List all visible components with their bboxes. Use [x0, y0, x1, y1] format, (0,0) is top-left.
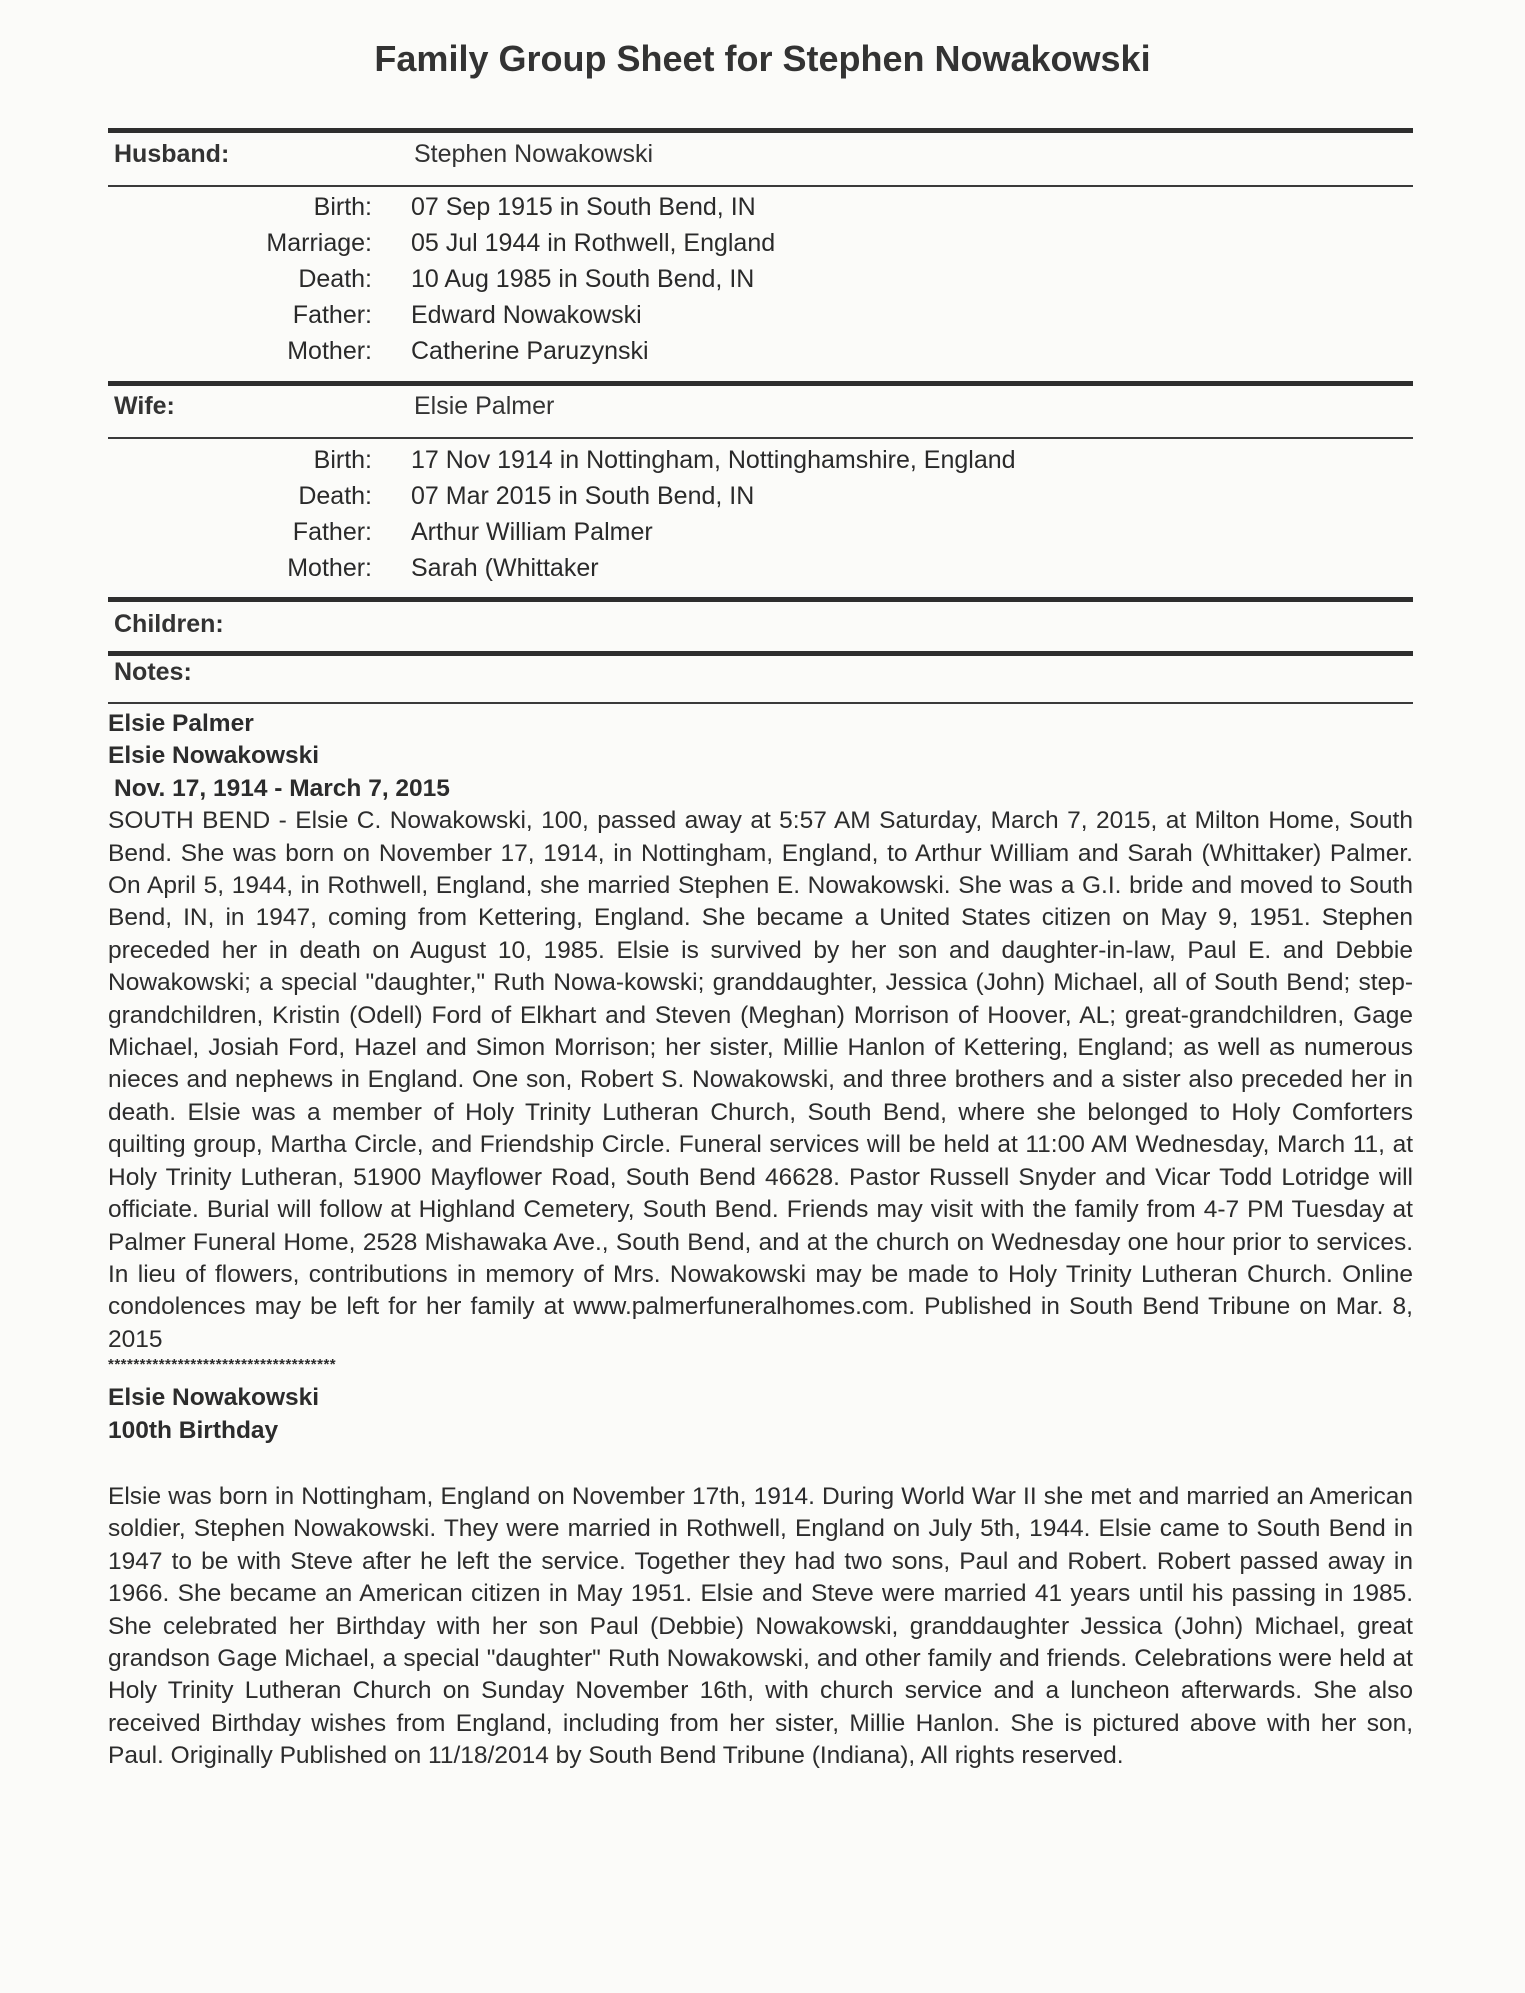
wife-name: Elsie Palmer [414, 392, 555, 420]
fact-value: Catherine Paruzynski [411, 337, 649, 365]
husband-fact-row [0, 265, 1525, 299]
fact-label: Birth: [313, 193, 372, 221]
notes-heading: Elsie Nowakowski [108, 742, 320, 770]
fact-label: Birth: [313, 446, 372, 474]
fact-value: Edward Nowakowski [411, 301, 642, 329]
section-divider [108, 597, 1413, 602]
fact-label: Mother: [287, 554, 372, 582]
separator: ************************************ [108, 1356, 337, 1374]
husband-fact-row [0, 229, 1525, 263]
section-subdivider [108, 185, 1413, 187]
section-divider [108, 651, 1413, 656]
notes-dates: Nov. 17, 1914 - March 7, 2015 [114, 774, 450, 802]
wife-fact-row [0, 482, 1525, 516]
fact-label: Death: [298, 265, 372, 293]
notes-body [108, 708, 1413, 1773]
fact-value: 10 Aug 1985 in South Bend, IN [411, 265, 755, 293]
fact-label: Father: [292, 518, 372, 546]
notes-heading: Elsie Nowakowski [108, 1384, 320, 1412]
husband-label: Husband: [114, 140, 230, 168]
wife-fact-row [0, 446, 1525, 480]
fact-value: 07 Mar 2015 in South Bend, IN [411, 482, 755, 510]
wife-fact-row [0, 518, 1525, 552]
fact-label: Mother: [287, 337, 372, 365]
fact-value: Sarah (Whittaker [411, 554, 599, 582]
fact-value: 05 Jul 1944 in Rothwell, England [411, 229, 776, 257]
notes-label: Notes: [114, 658, 192, 686]
fact-label: Death: [298, 482, 372, 510]
section-divider [108, 381, 1413, 386]
notes-heading: Elsie Palmer [108, 710, 254, 737]
fact-label: Father: [292, 301, 372, 329]
section-divider [108, 128, 1413, 133]
obituary-text: SOUTH BEND - Elsie C. Nowakowski, 100, passed away at 5:57 AM Saturday, March 7, 2015, at Milton Home, South Bend. She was born on November 17, 1914, in Nottingham, England, to Arthur William and Sarah (Whittaker) Palmer. On April 5, 1944, in Rothwell, England, she married Stephen E. Nowakowski. She was a G.I. bride and moved to South Bend, IN, in 1947, coming from Kettering, England. She became a United States citizen on May 9, 1951. Stephen preceded her in death on August 10, 1985. Elsie is survived by her son and daughter-in-law, Paul E. and Debbie Nowakowski; a special "daughter," Ruth Nowa-kowski; granddaughter, Jessica (John) Michael, all of South Bend; step-grandchildren, Kristin (Odell) Ford of Elkhart and Steven (Meghan) Morrison of Hoover, AL; great-grandchildren, Gage Michael, Josiah Ford, Hazel and Simon Morrison; her sister, Millie Hanlon of Kettering, England; as well as numerous nieces and nephews in England. One son, Robert S. Nowakowski, and three brothers and a sister also preceded her in death. Elsie was a member of Holy Trinity Lutheran Church, South Bend, where she belonged to Holy Comforters quilting group, Martha Circle, and Friendship Circle. Funeral services will be held at 11:00 AM Wednesday, March 11, at Holy Trinity Lutheran, 51900 Mayflower Road, South Bend 46628. Pastor Russell Snyder and Vicar Todd Lotridge will officiate. Burial will follow at Highland Cemetery, South Bend. Friends may visit with the family from 4-7 PM Tuesday at Palmer Funeral Home, 2528 Mishawaka Ave., South Bend, and at the church on Wednesday one hour prior to services. In lieu of flowers, contributions in memory of Mrs. Nowakowski may be made to Holy Trinity Lutheran Church. Online condolences may be left for her family at www.palmerfuneralhomes.com. Published in South Bend Tribune on Mar. 8, 2015 [108, 807, 1413, 1353]
fact-value: 07 Sep 1915 in South Bend, IN [411, 193, 756, 221]
wife-fact-row [0, 554, 1525, 588]
children-label: Children: [114, 610, 224, 638]
page-title: Family Group Sheet for Stephen Nowakowski [374, 38, 1151, 79]
section-subdivider [108, 437, 1413, 439]
husband-fact-row [0, 193, 1525, 227]
notes-heading: 100th Birthday [108, 1416, 279, 1444]
fact-value: Arthur William Palmer [411, 518, 653, 546]
husband-name: Stephen Nowakowski [414, 140, 654, 168]
fact-value: 17 Nov 1914 in Nottingham, Nottinghamshire, England [411, 446, 1016, 474]
section-subdivider [108, 702, 1413, 704]
husband-fact-row [0, 301, 1525, 335]
husband-fact-row [0, 337, 1525, 371]
wife-label: Wife: [114, 392, 175, 420]
fact-label: Marriage: [266, 229, 372, 257]
birthday-text: Elsie was born in Nottingham, England on November 17th, 1914. During World War II she met and married an American soldier, Stephen Nowakowski. They were married in Rothwell, England on July 5th, 1944. Elsie came to South Bend in 1947 to be with Steve after he left the service. Together they had two sons, Paul and Robert. Robert passed away in 1966. She became an American citizen in May 1951. Elsie and Steve were married 41 years until his passing in 1985. She celebrated her Birthday with her son Paul (Debbie) Nowakowski, granddaughter Jessica (John) Michael, great grandson Gage Michael, a special "daughter" Ruth Nowakowski, and other family and friends. Celebrations were held at Holy Trinity Lutheran Church on Sunday November 16th, with church service and a luncheon afterwards. She also received Birthday wishes from England, including from her sister, Millie Hanlon. She is pictured above with her son, Paul. Originally Published on 11/18/2014 by South Bend Tribune (Indiana), All rights reserved. [108, 1482, 1413, 1770]
